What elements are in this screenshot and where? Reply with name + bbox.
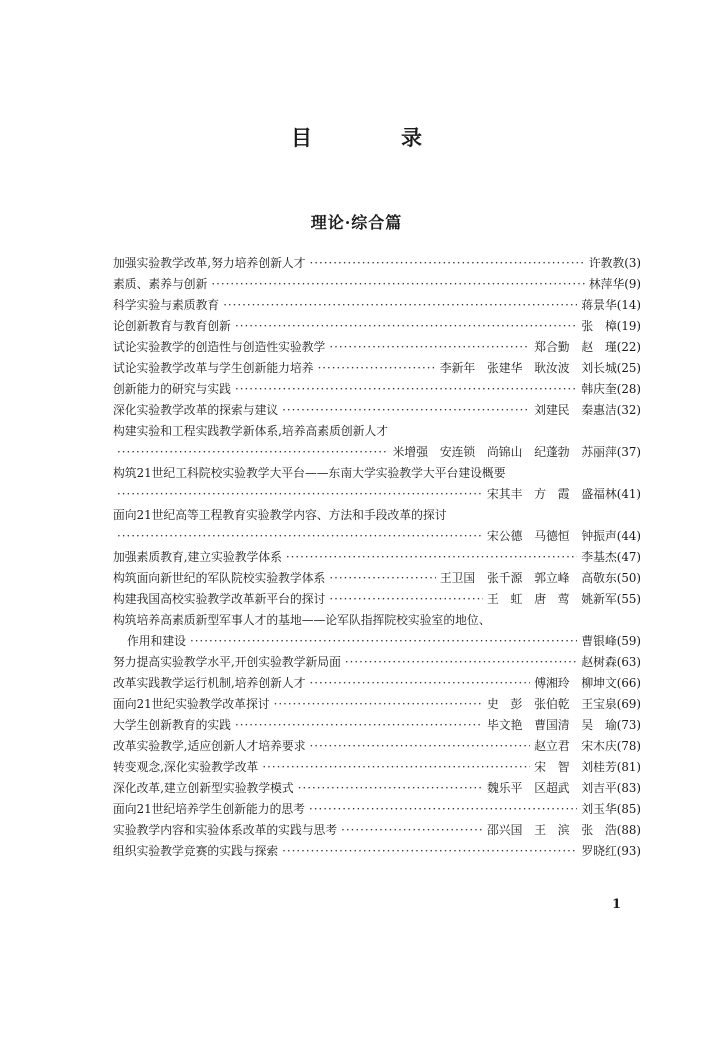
dot-leader bbox=[190, 631, 577, 652]
dot-leader bbox=[309, 799, 577, 820]
entry-title: 转变观念,深化实验教学改革 bbox=[113, 760, 259, 774]
toc-entry bbox=[113, 736, 641, 757]
dot-leader bbox=[329, 568, 435, 589]
toc-entry bbox=[113, 589, 641, 610]
entry-title: 构建我国高校实验教学改革新平台的探讨 bbox=[113, 592, 326, 606]
toc-entry bbox=[113, 253, 641, 274]
entry-title: 构筑培养高素质新型军事人才的基地——论军队指挥院校实验室的地位、 bbox=[113, 613, 491, 627]
dot-leader bbox=[329, 589, 483, 610]
entry-title: 面向21世纪培养学生创新能力的思考 bbox=[113, 802, 305, 816]
entry-page: (19) bbox=[616, 319, 641, 333]
entry-title-continued: 作用和建设 bbox=[127, 634, 186, 648]
dot-leader bbox=[310, 673, 531, 694]
entry-authors: 罗晓红 bbox=[581, 844, 617, 858]
entry-authors: 许教教 bbox=[588, 256, 625, 270]
dot-leader bbox=[298, 778, 483, 799]
entry-page: (37) bbox=[616, 445, 641, 459]
entry-page: (55) bbox=[616, 592, 641, 606]
entry-title: 论创新教育与教育创新 bbox=[113, 319, 231, 333]
entry-title: 面向21世纪高等工程教育实验教学内容、方法和手段改革的探讨 bbox=[113, 508, 447, 522]
dot-leader bbox=[310, 736, 531, 757]
toc-entry bbox=[113, 778, 641, 799]
entry-authors: 宋公德 马德恒 钟振声 bbox=[487, 529, 617, 543]
entry-authors: 米增强 安连锁 尚锦山 纪蓬勃 苏丽萍 bbox=[392, 445, 617, 459]
dot-leader bbox=[235, 316, 577, 337]
entry-authors: 林萍华 bbox=[588, 277, 625, 291]
toc-entry bbox=[113, 337, 641, 358]
dot-leader bbox=[282, 841, 577, 862]
dot-leader bbox=[318, 358, 436, 379]
entry-authors: 宋其丰 方 霞 盛福林 bbox=[487, 487, 617, 501]
entry-authors: 李基杰 bbox=[581, 550, 617, 564]
entry-title: 加强实验教学改革,努力培养创新人才 bbox=[113, 256, 306, 270]
toc-entry bbox=[113, 295, 641, 316]
entry-authors: 王 虹 唐 莺 姚新军 bbox=[487, 592, 617, 606]
entry-authors: 赵树森 bbox=[581, 655, 617, 669]
toc-entry bbox=[113, 841, 641, 862]
entry-page: (50) bbox=[616, 571, 641, 585]
page-title: 目 录 bbox=[291, 125, 456, 150]
toc-entry bbox=[113, 799, 641, 820]
toc-entry bbox=[113, 820, 641, 841]
entry-authors: 魏乐平 区超武 刘吉平 bbox=[487, 781, 617, 795]
toc-entry-title-line bbox=[113, 505, 641, 526]
dot-leader bbox=[117, 526, 483, 547]
dot-leader bbox=[341, 820, 483, 841]
entry-page: (69) bbox=[616, 697, 641, 711]
entry-page: (85) bbox=[616, 802, 641, 816]
entry-title: 实验教学内容和实验体系改革的实践与思考 bbox=[113, 823, 338, 837]
toc-entry bbox=[113, 547, 641, 568]
entry-authors: 赵立君 宋木庆 bbox=[534, 739, 617, 753]
dot-leader bbox=[117, 442, 389, 463]
entry-authors: 郑合勤 赵 瑾 bbox=[534, 340, 617, 354]
entry-page: (44) bbox=[616, 529, 641, 543]
entry-page: (9) bbox=[624, 277, 641, 291]
dot-leader bbox=[223, 295, 577, 316]
entry-authors: 傅湘玲 柳坤文 bbox=[534, 676, 617, 690]
toc-entry bbox=[113, 400, 641, 421]
entry-page: (93) bbox=[616, 844, 641, 858]
entry-page: (25) bbox=[616, 361, 641, 375]
toc-entry bbox=[113, 442, 641, 463]
entry-authors: 蒋景华 bbox=[581, 298, 617, 312]
entry-page: (22) bbox=[616, 340, 641, 354]
entry-authors: 刘玉华 bbox=[581, 802, 617, 816]
table-of-contents bbox=[113, 253, 641, 862]
entry-title: 面向21世纪实验教学改革探讨 bbox=[113, 697, 270, 711]
dot-leader bbox=[310, 253, 585, 274]
entry-authors: 韩庆奎 bbox=[581, 382, 617, 396]
toc-entry bbox=[113, 274, 641, 295]
entry-page: (28) bbox=[616, 382, 641, 396]
dot-leader bbox=[211, 274, 584, 295]
entry-title: 组织实验教学竞赛的实践与探索 bbox=[113, 844, 279, 858]
dot-leader bbox=[329, 337, 530, 358]
entry-title: 试论实验教学改革与学生创新能力培养 bbox=[113, 361, 314, 375]
dot-leader bbox=[345, 652, 577, 673]
entry-page: (41) bbox=[616, 487, 641, 501]
entry-page: (59) bbox=[616, 634, 641, 648]
section-title: 理论·综合篇 bbox=[310, 213, 403, 232]
entry-page: (88) bbox=[616, 823, 641, 837]
entry-page: (47) bbox=[616, 550, 641, 564]
toc-entry bbox=[113, 358, 641, 379]
entry-title: 素质、素养与创新 bbox=[113, 277, 208, 291]
entry-title: 深化实验教学改革的探索与建议 bbox=[113, 403, 279, 417]
dot-leader bbox=[282, 400, 530, 421]
toc-entry bbox=[113, 631, 641, 652]
dot-leader bbox=[235, 379, 577, 400]
entry-authors: 曹银峰 bbox=[581, 634, 617, 648]
entry-title: 构筑面向新世纪的军队院校实验教学体系 bbox=[113, 571, 326, 585]
entry-page: (81) bbox=[616, 760, 641, 774]
entry-page: (3) bbox=[624, 256, 641, 270]
entry-title: 改革实践教学运行机制,培养创新人才 bbox=[113, 676, 306, 690]
entry-title: 加强素质教育,建立实验教学体系 bbox=[113, 550, 282, 564]
dot-leader bbox=[286, 547, 577, 568]
entry-title: 构筑21世纪工科院校实验教学大平台——东南大学实验教学大平台建设概要 bbox=[113, 466, 506, 480]
entry-page: (63) bbox=[616, 655, 641, 669]
toc-entry-title-line bbox=[113, 610, 641, 631]
entry-page: (83) bbox=[616, 781, 641, 795]
toc-entry bbox=[113, 379, 641, 400]
entry-authors: 史 彭 张伯乾 王宝泉 bbox=[487, 697, 617, 711]
dot-leader bbox=[262, 757, 530, 778]
entry-title: 科学实验与素质教育 bbox=[113, 298, 220, 312]
toc-entry-title-line bbox=[113, 463, 641, 484]
toc-entry bbox=[113, 673, 641, 694]
toc-entry bbox=[113, 484, 641, 505]
toc-entry bbox=[113, 568, 641, 589]
entry-page: (14) bbox=[616, 298, 641, 312]
toc-entry bbox=[113, 757, 641, 778]
toc-entry-title-line bbox=[113, 421, 641, 442]
entry-page: (32) bbox=[616, 403, 641, 417]
toc-entry bbox=[113, 316, 641, 337]
entry-page: (66) bbox=[616, 676, 641, 690]
entry-page: (73) bbox=[616, 718, 641, 732]
entry-page: (78) bbox=[616, 739, 641, 753]
dot-leader bbox=[117, 484, 483, 505]
entry-title: 创新能力的研究与实践 bbox=[113, 382, 231, 396]
entry-title: 构建实验和工程实践教学新体系,培养高素质创新人才 bbox=[113, 424, 389, 438]
toc-entry bbox=[113, 715, 641, 736]
entry-authors: 邵兴国 王 滨 张 浩 bbox=[487, 823, 617, 837]
entry-title: 努力提高实验教学水平,开创实验教学新局面 bbox=[113, 655, 341, 669]
entry-title: 大学生创新教育的实践 bbox=[113, 718, 231, 732]
entry-authors: 毕文艳 曹国清 吴 瑜 bbox=[487, 718, 617, 732]
entry-authors: 刘建民 秦惠洁 bbox=[534, 403, 617, 417]
dot-leader bbox=[274, 694, 483, 715]
entry-authors: 李新年 张建华 耿汝波 刘长城 bbox=[439, 361, 617, 375]
toc-entry bbox=[113, 694, 641, 715]
toc-entry bbox=[113, 526, 641, 547]
entry-title: 改革实验教学,适应创新人才培养要求 bbox=[113, 739, 306, 753]
entry-title: 试论实验教学的创造性与创造性实验教学 bbox=[113, 340, 326, 354]
toc-entry bbox=[113, 652, 641, 673]
entry-authors: 张 樟 bbox=[581, 319, 617, 333]
entry-title: 深化改革,建立创新型实验教学模式 bbox=[113, 781, 294, 795]
entry-authors: 王卫国 张千源 郭立峰 高敬东 bbox=[439, 571, 617, 585]
dot-leader bbox=[235, 715, 483, 736]
page-number: 1 bbox=[611, 897, 621, 912]
entry-authors: 宋 智 刘桂芳 bbox=[534, 760, 617, 774]
